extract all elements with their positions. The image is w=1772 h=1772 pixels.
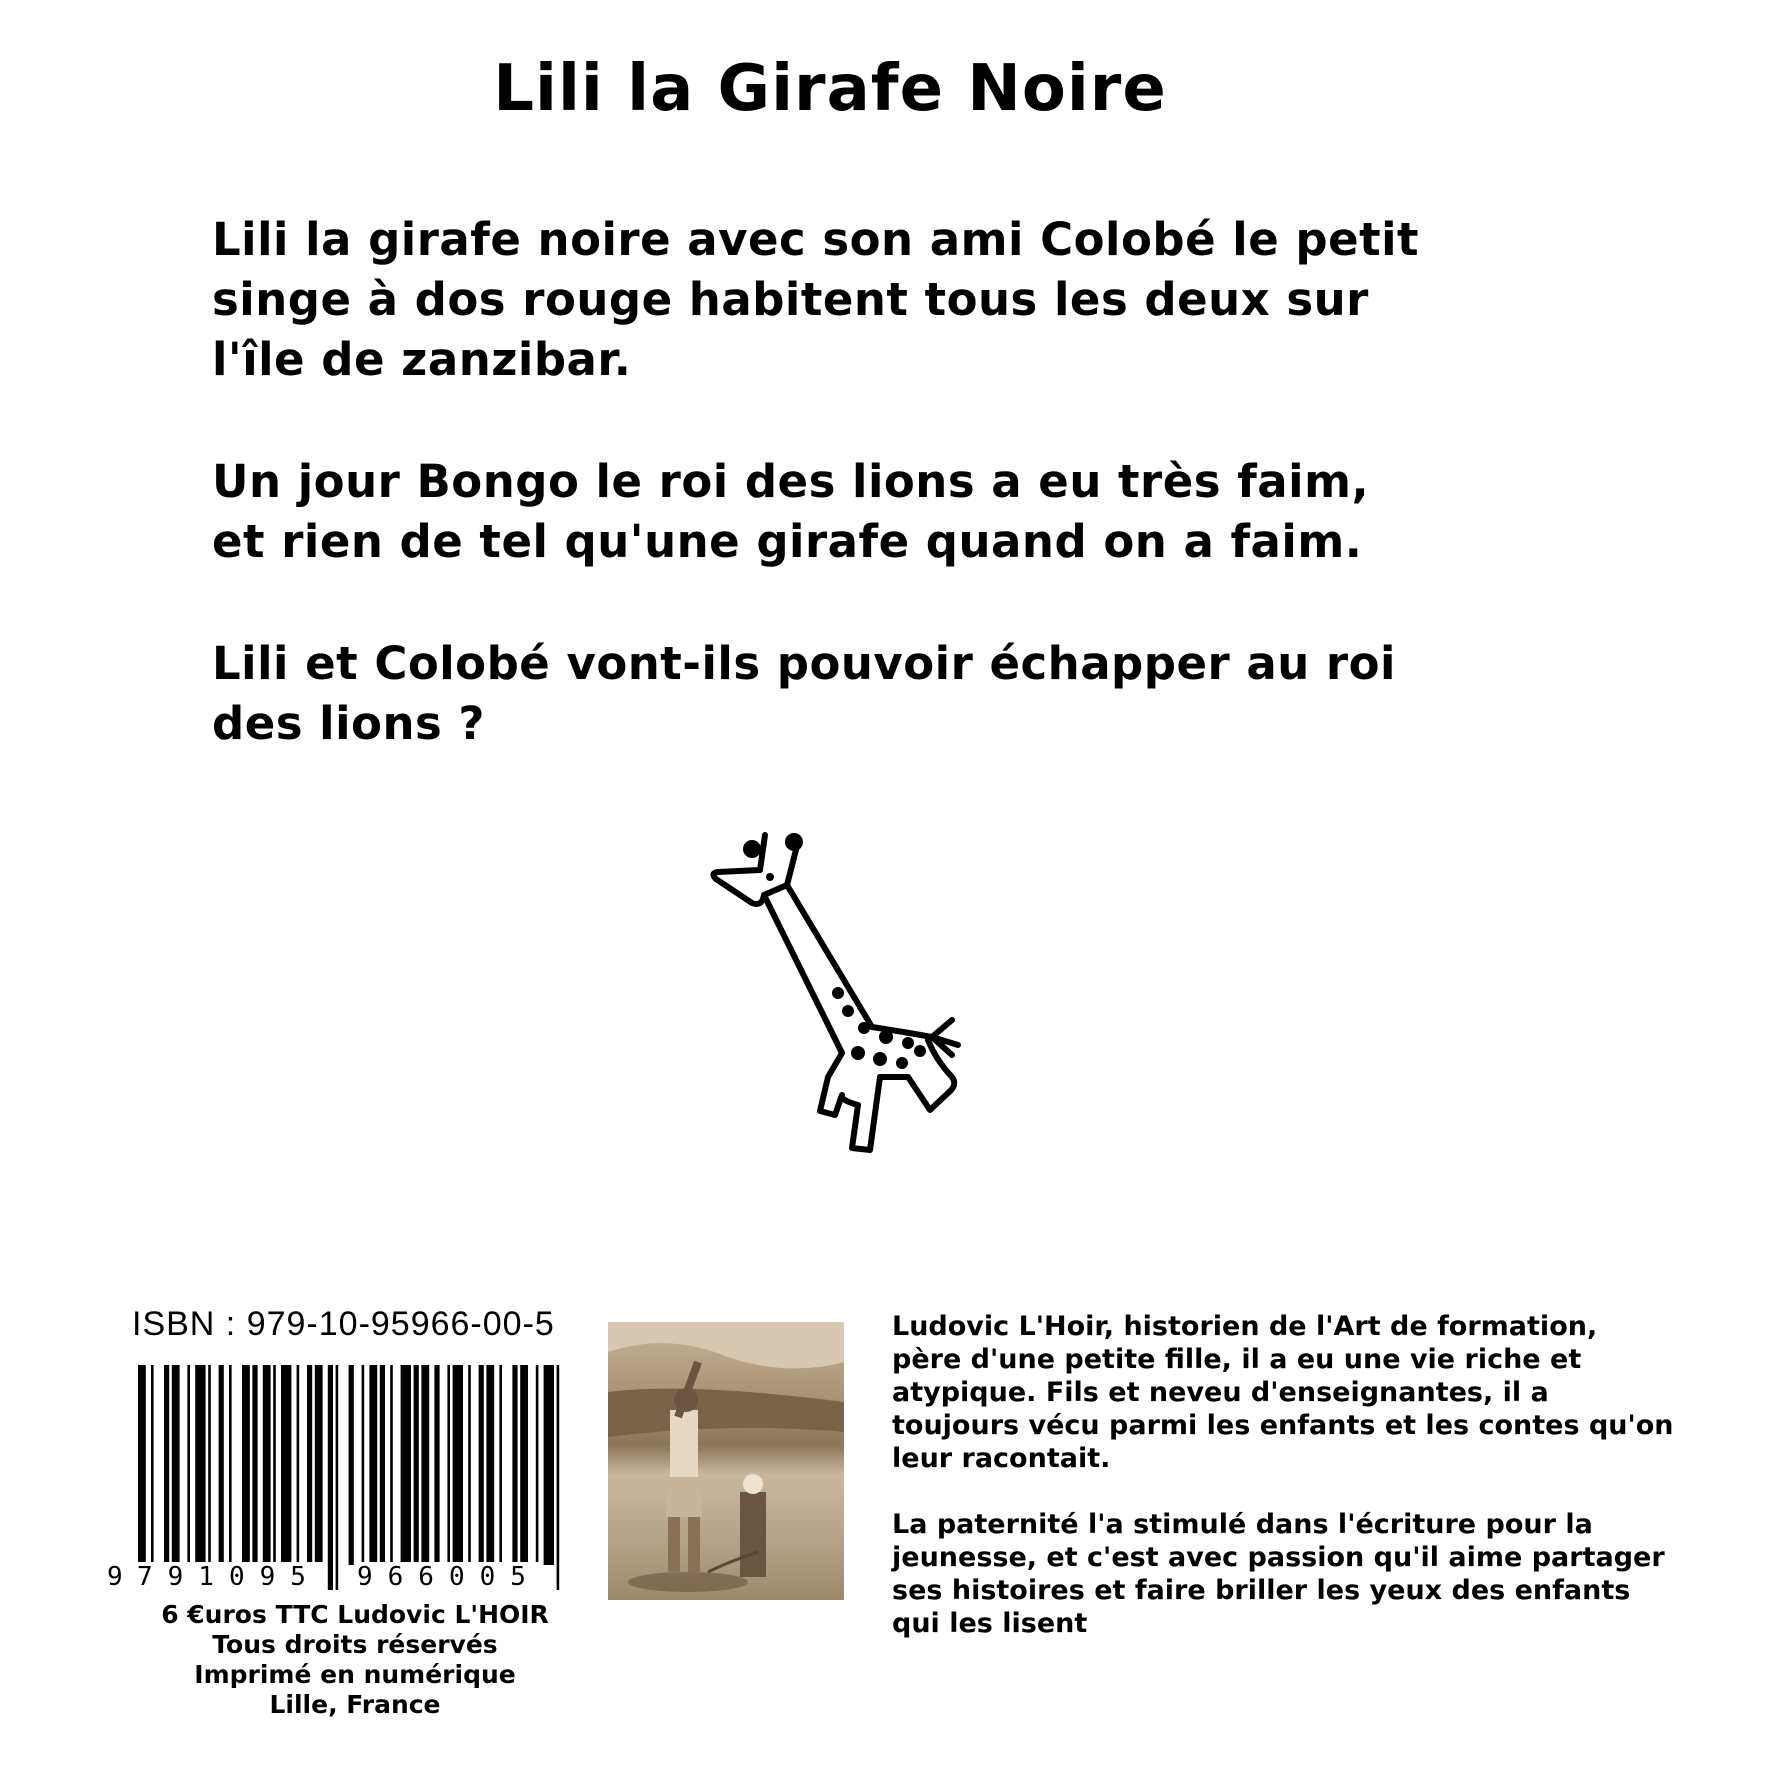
author-photo	[608, 1322, 844, 1600]
barcode-bar	[273, 1365, 276, 1565]
barcode-bar	[369, 1365, 377, 1565]
giraffe-icon	[690, 815, 1010, 1160]
barcode-bar	[151, 1365, 154, 1565]
barcode-bar	[390, 1365, 393, 1565]
barcode-bar	[336, 1365, 339, 1590]
barcode-bar	[349, 1365, 354, 1565]
barcode-bar	[328, 1365, 333, 1590]
barcode-digits	[105, 1562, 565, 1602]
barcode-bar	[138, 1365, 146, 1590]
barcode-bar	[242, 1365, 250, 1565]
blurb-line: singe à dos rouge habitent tous les deux sur	[212, 273, 1369, 326]
bio-paragraph-1	[892, 1310, 1742, 1475]
barcode-digits-right: 966005	[357, 1562, 541, 1592]
blurb-line: Lili et Colobé vont-ils pouvoir échapper au roi	[212, 637, 1396, 690]
imprint-line: Lille, France	[269, 1690, 441, 1719]
barcode-digit-first: 9	[107, 1562, 123, 1592]
barcode-bar	[252, 1365, 257, 1565]
barcode-bar	[315, 1365, 323, 1565]
barcode-bar	[219, 1365, 224, 1565]
barcode-bar	[307, 1365, 312, 1565]
bio-line: toujours vécu parmi les enfants et les contes qu'on	[892, 1410, 1674, 1441]
imprint-line: Imprimé en numérique	[194, 1660, 516, 1689]
bio-line: Ludovic L'Hoir, historien de l'Art de formation,	[892, 1311, 1598, 1342]
bio-line: ses histoires et faire briller les yeux des enfants	[892, 1575, 1631, 1606]
bio-line: La paternité l'a stimulé dans l'écriture pour la	[892, 1509, 1593, 1540]
bio-line: leur racontait.	[892, 1443, 1111, 1474]
bio-line: atypique. Fils et neveu d'enseignantes, il a	[892, 1377, 1549, 1408]
barcode-bar	[512, 1365, 517, 1565]
barcode-bar	[447, 1365, 450, 1565]
barcode-bar	[434, 1365, 439, 1565]
blurb-paragraph-3	[212, 634, 1652, 754]
barcode-bar	[297, 1365, 300, 1565]
blurb-line: l'île de zanzibar.	[212, 333, 632, 386]
barcode-bar	[208, 1365, 211, 1565]
barcode-bar	[544, 1365, 554, 1565]
barcode-bar	[557, 1365, 560, 1590]
barcode-bar	[414, 1365, 419, 1565]
blurb-line: et rien de tel qu'une girafe quand on a faim.	[212, 515, 1363, 568]
barcode-bar	[362, 1365, 365, 1565]
blurb-line: Lili la girafe noire avec son ami Colobé le petit	[212, 213, 1420, 266]
barcode-bar	[401, 1365, 411, 1565]
blurb-paragraph-2	[212, 452, 1652, 572]
barcode-bar	[468, 1365, 471, 1565]
barcode-digits-left: 791095	[137, 1562, 321, 1592]
barcode-bar	[195, 1365, 205, 1565]
imprint-block	[100, 1600, 610, 1720]
barcode-bar	[486, 1365, 494, 1565]
author-bio	[892, 1310, 1742, 1673]
barcode-bar	[479, 1365, 484, 1565]
barcode-bar	[536, 1365, 539, 1565]
imprint-line: 6 €uros TTC Ludovic L'HOIR	[161, 1600, 549, 1629]
book-title: Lili la Girafe Noire	[493, 52, 1167, 126]
bio-line: jeunesse, et c'est avec passion qu'il aime partager	[892, 1542, 1665, 1573]
barcode-bar	[263, 1365, 271, 1565]
barcode-bar	[164, 1365, 169, 1565]
bio-line: père d'une petite fille, il a eu une vie riche et	[892, 1344, 1582, 1375]
bio-paragraph-2	[892, 1508, 1742, 1640]
barcode-bar	[453, 1365, 463, 1565]
barcode-bar	[421, 1365, 429, 1565]
barcode-bar	[281, 1365, 291, 1565]
barcode-bar	[499, 1365, 502, 1565]
imprint-line: Tous droits réservés	[212, 1630, 498, 1659]
blurb-paragraph-1	[212, 210, 1652, 390]
isbn-text: ISBN : 979-10-95966-00-5	[132, 1305, 555, 1343]
barcode-bar	[380, 1365, 385, 1565]
bio-line: qui les lisent	[892, 1608, 1088, 1639]
barcode-bar	[172, 1365, 180, 1565]
barcode-bar	[520, 1365, 528, 1565]
barcode-bar	[187, 1365, 190, 1565]
blurb-line: des lions ?	[212, 697, 486, 750]
blurb-line: Un jour Bongo le roi des lions a eu très faim,	[212, 455, 1370, 508]
barcode-bar	[229, 1365, 232, 1565]
